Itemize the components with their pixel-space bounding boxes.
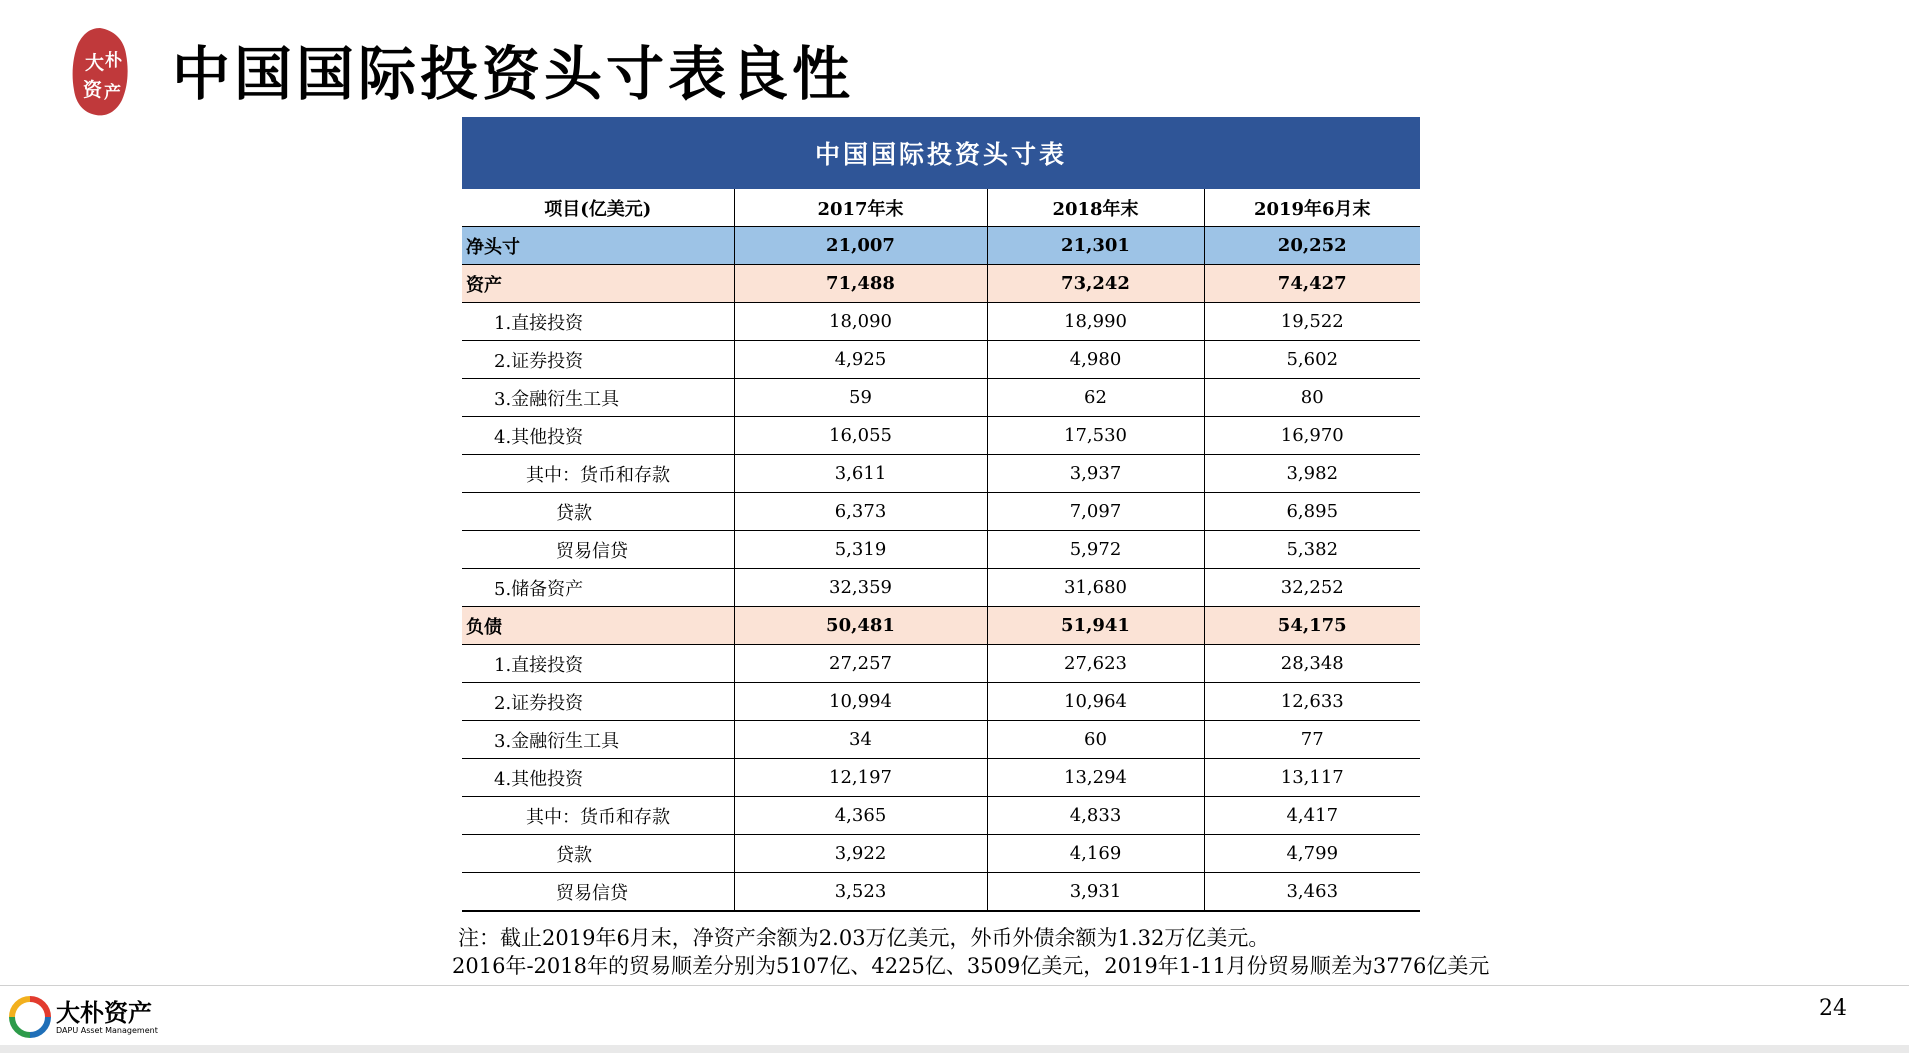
cell-value: 3,982 [1204,455,1420,493]
cell-value: 21,301 [987,227,1204,265]
table-row [462,493,1420,531]
table-banner: 中国国际投资头寸表 [462,117,1420,189]
svg-text:资: 资 [83,79,103,101]
brand-name: 大朴资产 [56,998,152,1027]
cell-value: 18,990 [987,303,1204,341]
cell-value: 34 [734,721,987,759]
svg-text:大: 大 [85,52,105,74]
row-label: 3.金融衍生工具 [462,721,734,759]
data-table [462,189,1420,912]
row-label: 贸易信贷 [462,873,734,912]
row-label: 贸易信贷 [462,531,734,569]
cell-value: 6,373 [734,493,987,531]
cell-value: 12,633 [1204,683,1420,721]
footer-band [0,1045,1909,1053]
table-row [462,455,1420,493]
cell-value: 27,623 [987,645,1204,683]
header-2017: 2017年末 [734,189,987,227]
footer-divider [0,985,1909,986]
cell-value: 4,833 [987,797,1204,835]
cell-value: 7,097 [987,493,1204,531]
row-label: 净头寸 [462,227,734,265]
cell-value: 18,090 [734,303,987,341]
cell-value: 5,972 [987,531,1204,569]
cell-value: 3,931 [987,873,1204,912]
table-row [462,227,1420,265]
cell-value: 77 [1204,721,1420,759]
table-row [462,797,1420,835]
cell-value: 3,463 [1204,873,1420,912]
table-row [462,417,1420,455]
cell-value: 54,175 [1204,607,1420,645]
cell-value: 27,257 [734,645,987,683]
seal-logo-icon [70,26,130,118]
cell-value: 31,680 [987,569,1204,607]
table-row [462,569,1420,607]
row-label: 1.直接投资 [462,303,734,341]
cell-value: 16,055 [734,417,987,455]
cell-value: 4,417 [1204,797,1420,835]
cell-value: 16,970 [1204,417,1420,455]
cell-value: 12,197 [734,759,987,797]
row-label: 2.证券投资 [462,683,734,721]
cell-value: 5,319 [734,531,987,569]
brand-logo [8,995,158,1039]
cell-value: 51,941 [987,607,1204,645]
row-label: 2.证券投资 [462,341,734,379]
table-row [462,721,1420,759]
cell-value: 59 [734,379,987,417]
page-number: 24 [1819,996,1847,1021]
table-row [462,835,1420,873]
cell-value: 62 [987,379,1204,417]
row-label: 贷款 [462,835,734,873]
table-row [462,759,1420,797]
cell-value: 10,964 [987,683,1204,721]
row-label: 4.其他投资 [462,759,734,797]
row-label: 资产 [462,265,734,303]
cell-value: 73,242 [987,265,1204,303]
row-label: 5.储备资产 [462,569,734,607]
cell-value: 17,530 [987,417,1204,455]
header-item: 项目(亿美元) [462,189,734,227]
svg-text:产: 产 [104,83,121,103]
cell-value: 32,252 [1204,569,1420,607]
cell-value: 4,169 [987,835,1204,873]
table-row [462,341,1420,379]
row-label: 负债 [462,607,734,645]
table-row [462,873,1420,912]
cell-value: 32,359 [734,569,987,607]
cell-value: 71,488 [734,265,987,303]
cell-value: 5,382 [1204,531,1420,569]
cell-value: 19,522 [1204,303,1420,341]
row-label: 1.直接投资 [462,645,734,683]
cell-value: 60 [987,721,1204,759]
row-label: 3.金融衍生工具 [462,379,734,417]
table-row [462,645,1420,683]
row-label: 贷款 [462,493,734,531]
cell-value: 4,799 [1204,835,1420,873]
table-row [462,303,1420,341]
investment-position-table [462,117,1420,912]
note-line-2: 2016年-2018年的贸易顺差分别为5107亿、4225亿、3509亿美元，2019年1-11月份贸易顺差为3776亿美元 [452,954,1490,978]
page-title: 中国国际投资头寸表良性 [172,40,855,108]
table-row [462,265,1420,303]
cell-value: 3,523 [734,873,987,912]
row-label: 其中：货币和存款 [462,455,734,493]
cell-value: 50,481 [734,607,987,645]
cell-value: 74,427 [1204,265,1420,303]
cell-value: 28,348 [1204,645,1420,683]
cell-value: 3,611 [734,455,987,493]
cell-value: 6,895 [1204,493,1420,531]
header-row [462,189,1420,227]
ring-logo-icon [8,995,52,1039]
row-label: 其中：货币和存款 [462,797,734,835]
cell-value: 4,365 [734,797,987,835]
cell-value: 20,252 [1204,227,1420,265]
header-2019h1: 2019年6月末 [1204,189,1420,227]
cell-value: 3,922 [734,835,987,873]
cell-value: 4,980 [987,341,1204,379]
table-row [462,607,1420,645]
svg-text:朴: 朴 [105,51,122,71]
cell-value: 21,007 [734,227,987,265]
note-line-1: 注：截止2019年6月末，净资产余额为2.03万亿美元，外币外债余额为1.32万亿美元。 [458,926,1270,950]
brand-subtitle: DAPU Asset Management [56,1025,158,1035]
cell-value: 4,925 [734,341,987,379]
table-row [462,531,1420,569]
table-row [462,379,1420,417]
cell-value: 80 [1204,379,1420,417]
cell-value: 13,117 [1204,759,1420,797]
cell-value: 3,937 [987,455,1204,493]
cell-value: 13,294 [987,759,1204,797]
cell-value: 10,994 [734,683,987,721]
row-label: 4.其他投资 [462,417,734,455]
table-row [462,683,1420,721]
header-2018: 2018年末 [987,189,1204,227]
cell-value: 5,602 [1204,341,1420,379]
